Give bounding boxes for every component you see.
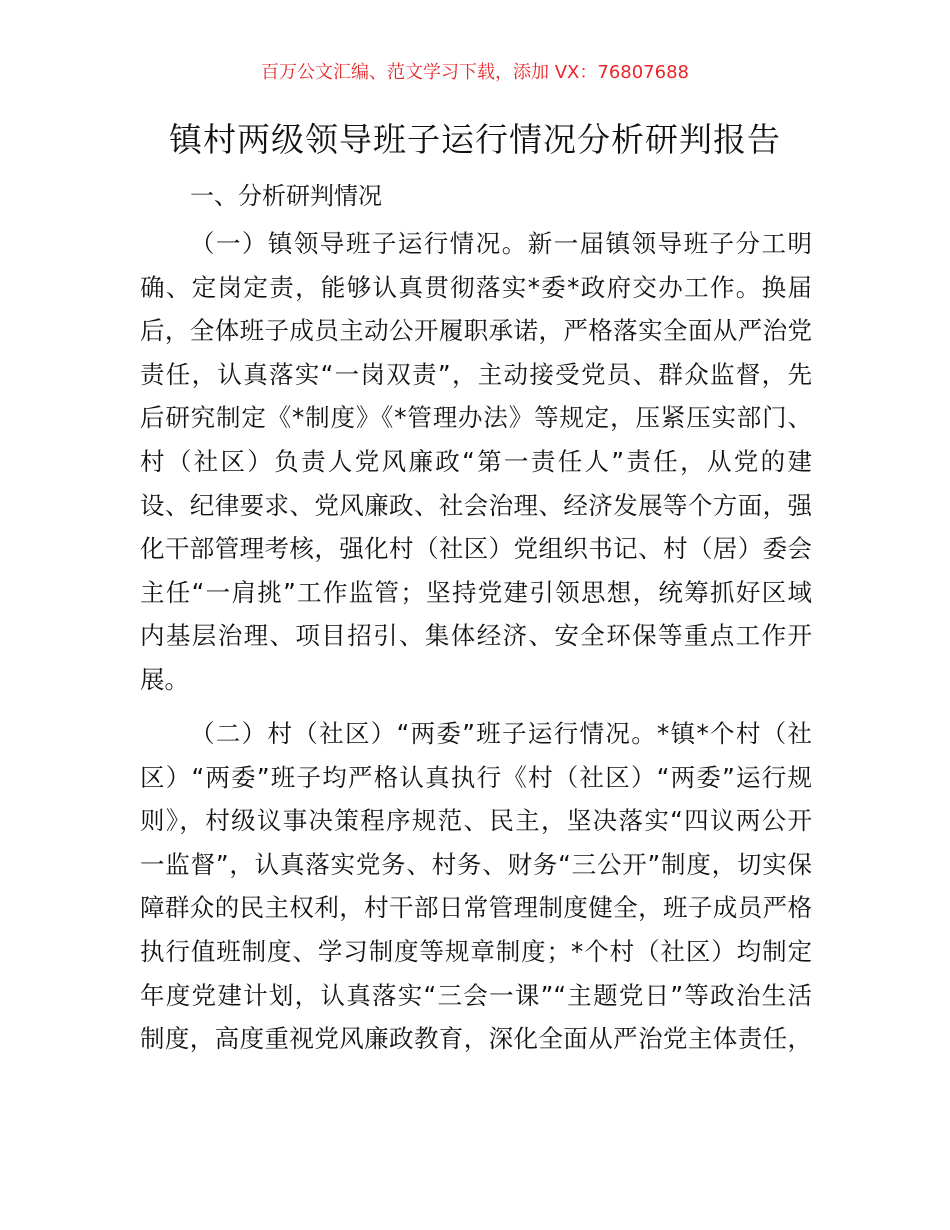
text-line: （一）镇领导班子运行情况。新一届镇领导班子分工明 (190, 229, 812, 258)
text-line: 执行值班制度、学习制度等规章制度；*个村（社区）均制定 (140, 936, 812, 966)
text-line: 区）“两委”班子均严格认真执行《村（社区）“两委”运行规 (140, 762, 812, 792)
text-line: 后研究制定《*制度》《*管理办法》等规定，压紧压实部门、 (140, 403, 812, 433)
text-line: 障群众的民主权利，村干部日常管理制度健全，班子成员严格 (140, 893, 812, 923)
paragraph-town-leadership (140, 222, 812, 702)
text-line: 主任“一肩挑”工作监管；坚持党建引领思想，统筹抓好区域 (140, 577, 812, 607)
text-line: 一监督”，认真落实党务、村务、财务“三公开”制度，切实保 (140, 849, 812, 879)
text-line: 年度党建计划，认真落实“三会一课”“主题党日”等政治生活 (140, 980, 812, 1010)
text-line: 后，全体班子成员主动公开履职承诺，严格落实全面从严治党 (140, 316, 812, 346)
text-line: 展。 (140, 664, 189, 694)
text-line: 制度，高度重视党风廉政教育，深化全面从严治党主体责任， (140, 1024, 812, 1054)
watermark-banner: 百万公文汇编、范文学习下载，添加 VX：76807688 (261, 62, 689, 83)
text-line: 化干部管理考核，强化村（社区）党组织书记、村（居）委会 (140, 534, 812, 564)
text-line: 村（社区）负责人党风廉政“第一责任人”责任，从党的建 (140, 446, 812, 476)
text-line: 内基层治理、项目招引、集体经济、安全环保等重点工作开 (140, 621, 812, 651)
section-heading: 一、分析研判情况 (190, 182, 382, 210)
text-line: 设、纪律要求、党风廉政、社会治理、经济发展等个方面，强 (140, 490, 812, 520)
document-title: 镇村两级领导班子运行情况分析研判报告 (169, 120, 781, 159)
text-line: 则》，村级议事决策程序规范、民主，坚决落实“四议两公开 (140, 806, 812, 836)
text-line: 责任，认真落实“一岗双责”，主动接受党员、群众监督，先 (140, 359, 812, 389)
text-line: 确、定岗定责，能够认真贯彻落实*委*政府交办工作。换届 (140, 272, 812, 302)
text-line: （二）村（社区）“两委”班子运行情况。*镇*个村（社 (190, 719, 812, 748)
paragraph-village-committees (140, 712, 812, 1061)
